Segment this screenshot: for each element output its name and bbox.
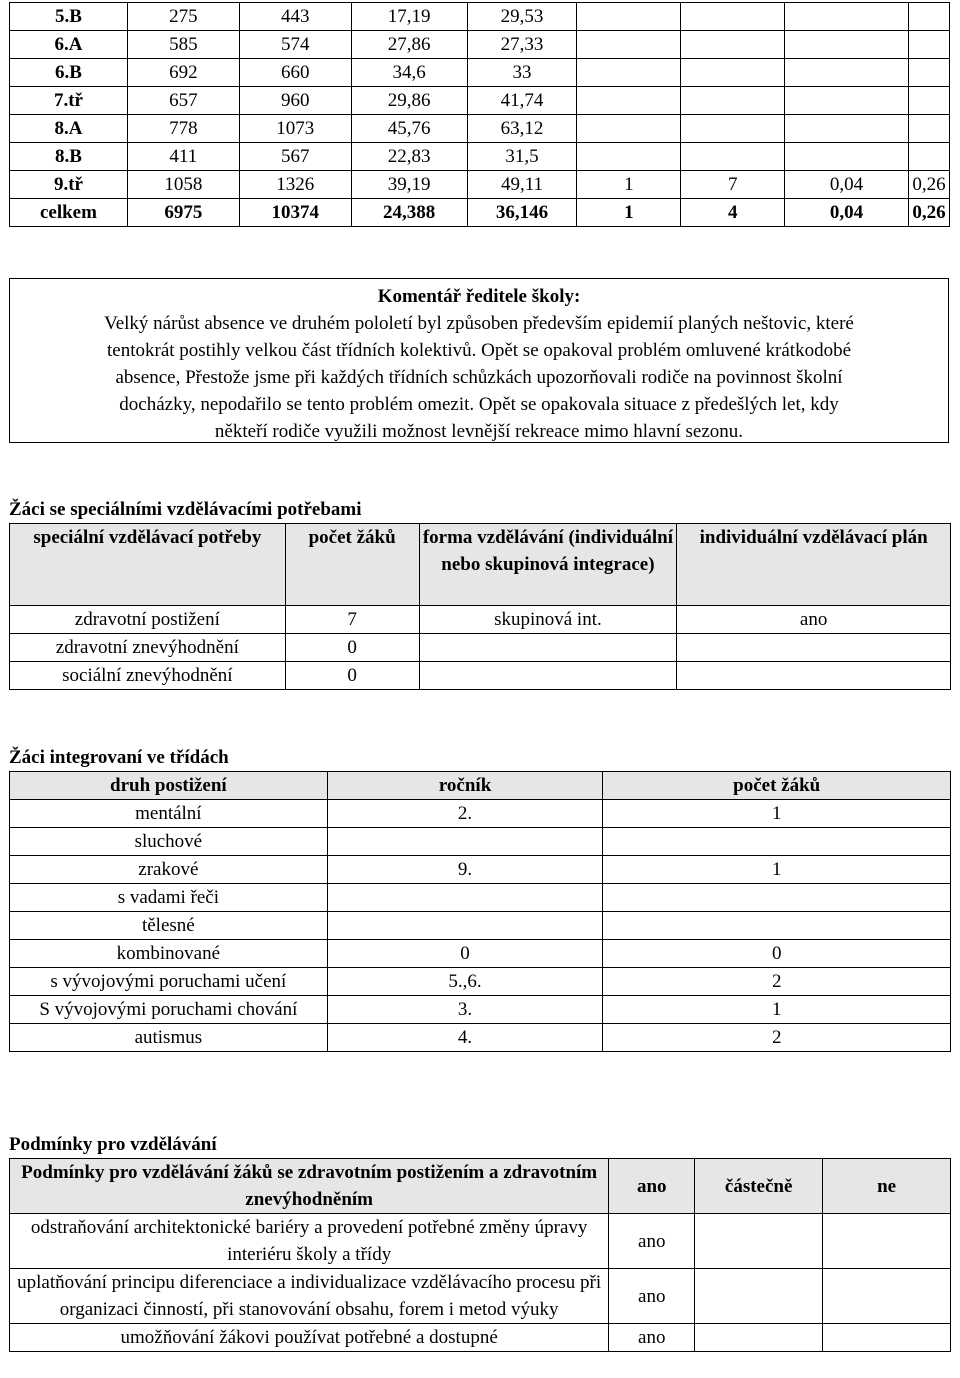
table-row-cell: 567 [239,143,351,171]
table-row-cell: 692 [127,59,239,87]
conditions-table [9,1158,951,1352]
table-row-cell: 0 [327,940,603,968]
table-row-cell: 29,53 [467,3,577,31]
table-row-cell: 7 [681,171,785,199]
header-no: ne [823,1159,951,1214]
table-row-cell: skupinová int. [419,606,677,634]
comment-heading: Komentář ředitele školy: [377,286,581,307]
table-row-cell [327,912,603,940]
table-row-cell [785,59,909,87]
table-row-cell: 4. [327,1024,603,1052]
director-comment-box [9,278,949,443]
table-row-cell: 8.B [10,143,128,171]
table-row-cell: 7.tř [10,87,128,115]
header-partially: částečně [695,1159,823,1214]
table-row-cell: sluchové [10,828,328,856]
special-needs-title: Žáci se speciálními vzdělávacími potřebami [9,499,362,520]
table-row-cell [785,143,909,171]
table-row-cell: 41,74 [467,87,577,115]
table-row [10,828,951,856]
table-row-cell: 275 [127,3,239,31]
table-row [10,3,950,31]
table-row-cell: 1 [577,199,681,227]
table-row-cell [908,87,949,115]
table-row-cell: ano [677,606,951,634]
table-row [10,143,950,171]
table-row-cell [577,3,681,31]
table-row-cell: s vývojovými poruchami učení [10,968,328,996]
comment-line-1: Velký nárůst absence ve druhém pololetí byl způsoben především epidemií planých neštovic, které [104,313,854,334]
table-row-cell [419,634,677,662]
table-row [10,1324,951,1352]
table-row-cell: 33 [467,59,577,87]
table-row-cell: 63,12 [467,115,577,143]
table-row [10,59,950,87]
table-row-cell: umožňování žákovi používat potřebné a dostupné [10,1324,609,1352]
table-row-cell [695,1214,823,1269]
table-row [10,1214,951,1269]
table-row-cell [419,662,677,690]
table-row-cell: 960 [239,87,351,115]
table-row-cell: 17,19 [351,3,467,31]
table-row-cell [577,143,681,171]
table-row-cell: 49,11 [467,171,577,199]
integrated-students-title: Žáci integrovaní ve třídách [9,747,229,768]
table-row-cell [327,884,603,912]
table-row-cell [823,1324,951,1352]
header-yes: ano [609,1159,695,1214]
table-row-cell: 22,83 [351,143,467,171]
table-row-cell: 778 [127,115,239,143]
integrated-header-row [10,772,951,800]
table-row [10,940,951,968]
table-row-cell: 2. [327,800,603,828]
header-conditions: Podmínky pro vzdělávání žáků se zdravotním postižením a zdravotním znevýhodněním [10,1159,609,1214]
table-row-cell [695,1324,823,1352]
conditions-header-row [10,1159,951,1214]
table-row-cell: 0,26 [908,171,949,199]
table-row [10,87,950,115]
conditions-title: Podmínky pro vzdělávání [9,1134,217,1155]
table-row-cell [681,31,785,59]
table-row [10,634,951,662]
table-row-cell [908,115,949,143]
table-row [10,1024,951,1052]
table-row-cell: 39,19 [351,171,467,199]
table-row-cell [823,1214,951,1269]
table-row [10,606,951,634]
table-row-cell [785,87,909,115]
table-row-cell: 1073 [239,115,351,143]
header-education-form: forma vzdělávání (individuální nebo skupinová integrace) [419,524,677,606]
table-row-cell: 0 [285,634,419,662]
header-special-needs: speciální vzdělávací potřeby [10,524,286,606]
class-absence-body [10,3,950,227]
table-row-cell: 27,86 [351,31,467,59]
table-row-cell: 5.B [10,3,128,31]
table-row-cell: 1 [603,856,951,884]
table-row-cell [603,828,951,856]
table-row-cell: zdravotní znevýhodnění [10,634,286,662]
table-row-cell [785,31,909,59]
table-row-cell: 27,33 [467,31,577,59]
table-row-cell: 1 [603,800,951,828]
table-row-cell [577,31,681,59]
special-needs-header-row [10,524,951,606]
table-row-cell: zdravotní postižení [10,606,286,634]
table-row-cell: 657 [127,87,239,115]
table-row-cell: celkem [10,199,128,227]
table-row-cell: S vývojovými poruchami chování [10,996,328,1024]
header-disability-type: druh postižení [10,772,328,800]
table-row-cell: 7 [285,606,419,634]
table-row-cell [677,662,951,690]
table-row-cell: zrakové [10,856,328,884]
table-row-cell: 1326 [239,171,351,199]
table-row-cell: 9.tř [10,171,128,199]
table-row-cell: ano [609,1324,695,1352]
table-row-cell: 0 [285,662,419,690]
table-row-cell [677,634,951,662]
conditions-body [10,1214,951,1352]
table-row-cell: 10374 [239,199,351,227]
table-row-cell [681,59,785,87]
table-row [10,912,951,940]
table-row-cell [681,3,785,31]
table-row-cell: mentální [10,800,328,828]
table-row [10,800,951,828]
table-row-cell: 24,388 [351,199,467,227]
table-row-cell: tělesné [10,912,328,940]
table-row-cell [785,115,909,143]
table-row-cell: 2 [603,1024,951,1052]
header-student-count: počet žáků [285,524,419,606]
table-row-cell: 6975 [127,199,239,227]
table-row [10,968,951,996]
table-row-cell: 0 [603,940,951,968]
table-row-cell: 4 [681,199,785,227]
table-row-cell [681,143,785,171]
table-row-cell [785,3,909,31]
table-row-cell [908,31,949,59]
comment-line-3: absence, Přestože jsme při každých třídních schůzkách upozorňovali rodiče na povinnost školní [115,367,843,388]
table-row [10,884,951,912]
table-row-cell [681,115,785,143]
table-row-cell: 0,26 [908,199,949,227]
table-row [10,1269,951,1324]
table-row-cell [823,1269,951,1324]
table-row-cell: 1058 [127,171,239,199]
table-row-cell [681,87,785,115]
table-row [10,996,951,1024]
special-needs-table [9,523,951,690]
header-student-count: počet žáků [603,772,951,800]
table-row-cell: 31,5 [467,143,577,171]
table-row-cell: 8.A [10,115,128,143]
table-row-cell [603,912,951,940]
header-individual-plan: individuální vzdělávací plán [677,524,951,606]
table-row-cell [577,87,681,115]
table-row-cell: ano [609,1214,695,1269]
table-row [10,171,950,199]
table-row-cell: uplatňování principu diferenciace a individualizace vzdělávacího procesu při organizaci činností, při stanovování obsahu, forem i metod výuky [10,1269,609,1324]
table-row-cell [908,143,949,171]
table-row [10,662,951,690]
integrated-students-table [9,771,951,1052]
table-row-cell [908,59,949,87]
integrated-body [10,800,951,1052]
comment-line-2: tentokrát postihly velkou část třídních kolektivů. Opět se opakoval problém omluvené krátkodobé [107,340,851,361]
table-row-cell: 6.A [10,31,128,59]
table-row-cell [695,1269,823,1324]
table-row-cell [603,884,951,912]
table-row-cell: 9. [327,856,603,884]
table-row-cell: 6.B [10,59,128,87]
table-row-cell: 0,04 [785,199,909,227]
table-row-cell: 29,86 [351,87,467,115]
table-row-cell: autismus [10,1024,328,1052]
table-row-cell: 45,76 [351,115,467,143]
table-row [10,115,950,143]
table-row-cell: odstraňování architektonické bariéry a provedení potřebné změny úpravy interiéru školy a třídy [10,1214,609,1269]
table-row-cell: 34,6 [351,59,467,87]
table-row-cell: 0,04 [785,171,909,199]
class-absence-table [9,2,950,227]
comment-line-5: někteří rodiče využili možnost levnější rekreace mimo hlavní sezonu. [214,421,744,442]
table-row-cell: 585 [127,31,239,59]
comment-line-4: docházky, nepodařilo se tento problém omezit. Opět se opakovala situace z předešlých let, kdy [119,394,839,415]
header-grade: ročník [327,772,603,800]
table-row-cell: 36,146 [467,199,577,227]
table-row-cell: kombinované [10,940,328,968]
special-needs-body [10,606,951,690]
table-row-cell: ano [609,1269,695,1324]
table-row-cell [908,3,949,31]
table-row [10,31,950,59]
table-row-cell: 1 [603,996,951,1024]
table-row [10,856,951,884]
table-row-cell: 1 [577,171,681,199]
table-row-cell [577,115,681,143]
table-row-cell: 3. [327,996,603,1024]
table-row-cell: 443 [239,3,351,31]
table-row-cell: sociální znevýhodnění [10,662,286,690]
table-row-cell: 5.,6. [327,968,603,996]
table-row-cell: s vadami řeči [10,884,328,912]
table-row [10,199,950,227]
table-row-cell [327,828,603,856]
table-row-cell: 574 [239,31,351,59]
table-row-cell [577,59,681,87]
table-row-cell: 411 [127,143,239,171]
table-row-cell: 2 [603,968,951,996]
table-row-cell: 660 [239,59,351,87]
